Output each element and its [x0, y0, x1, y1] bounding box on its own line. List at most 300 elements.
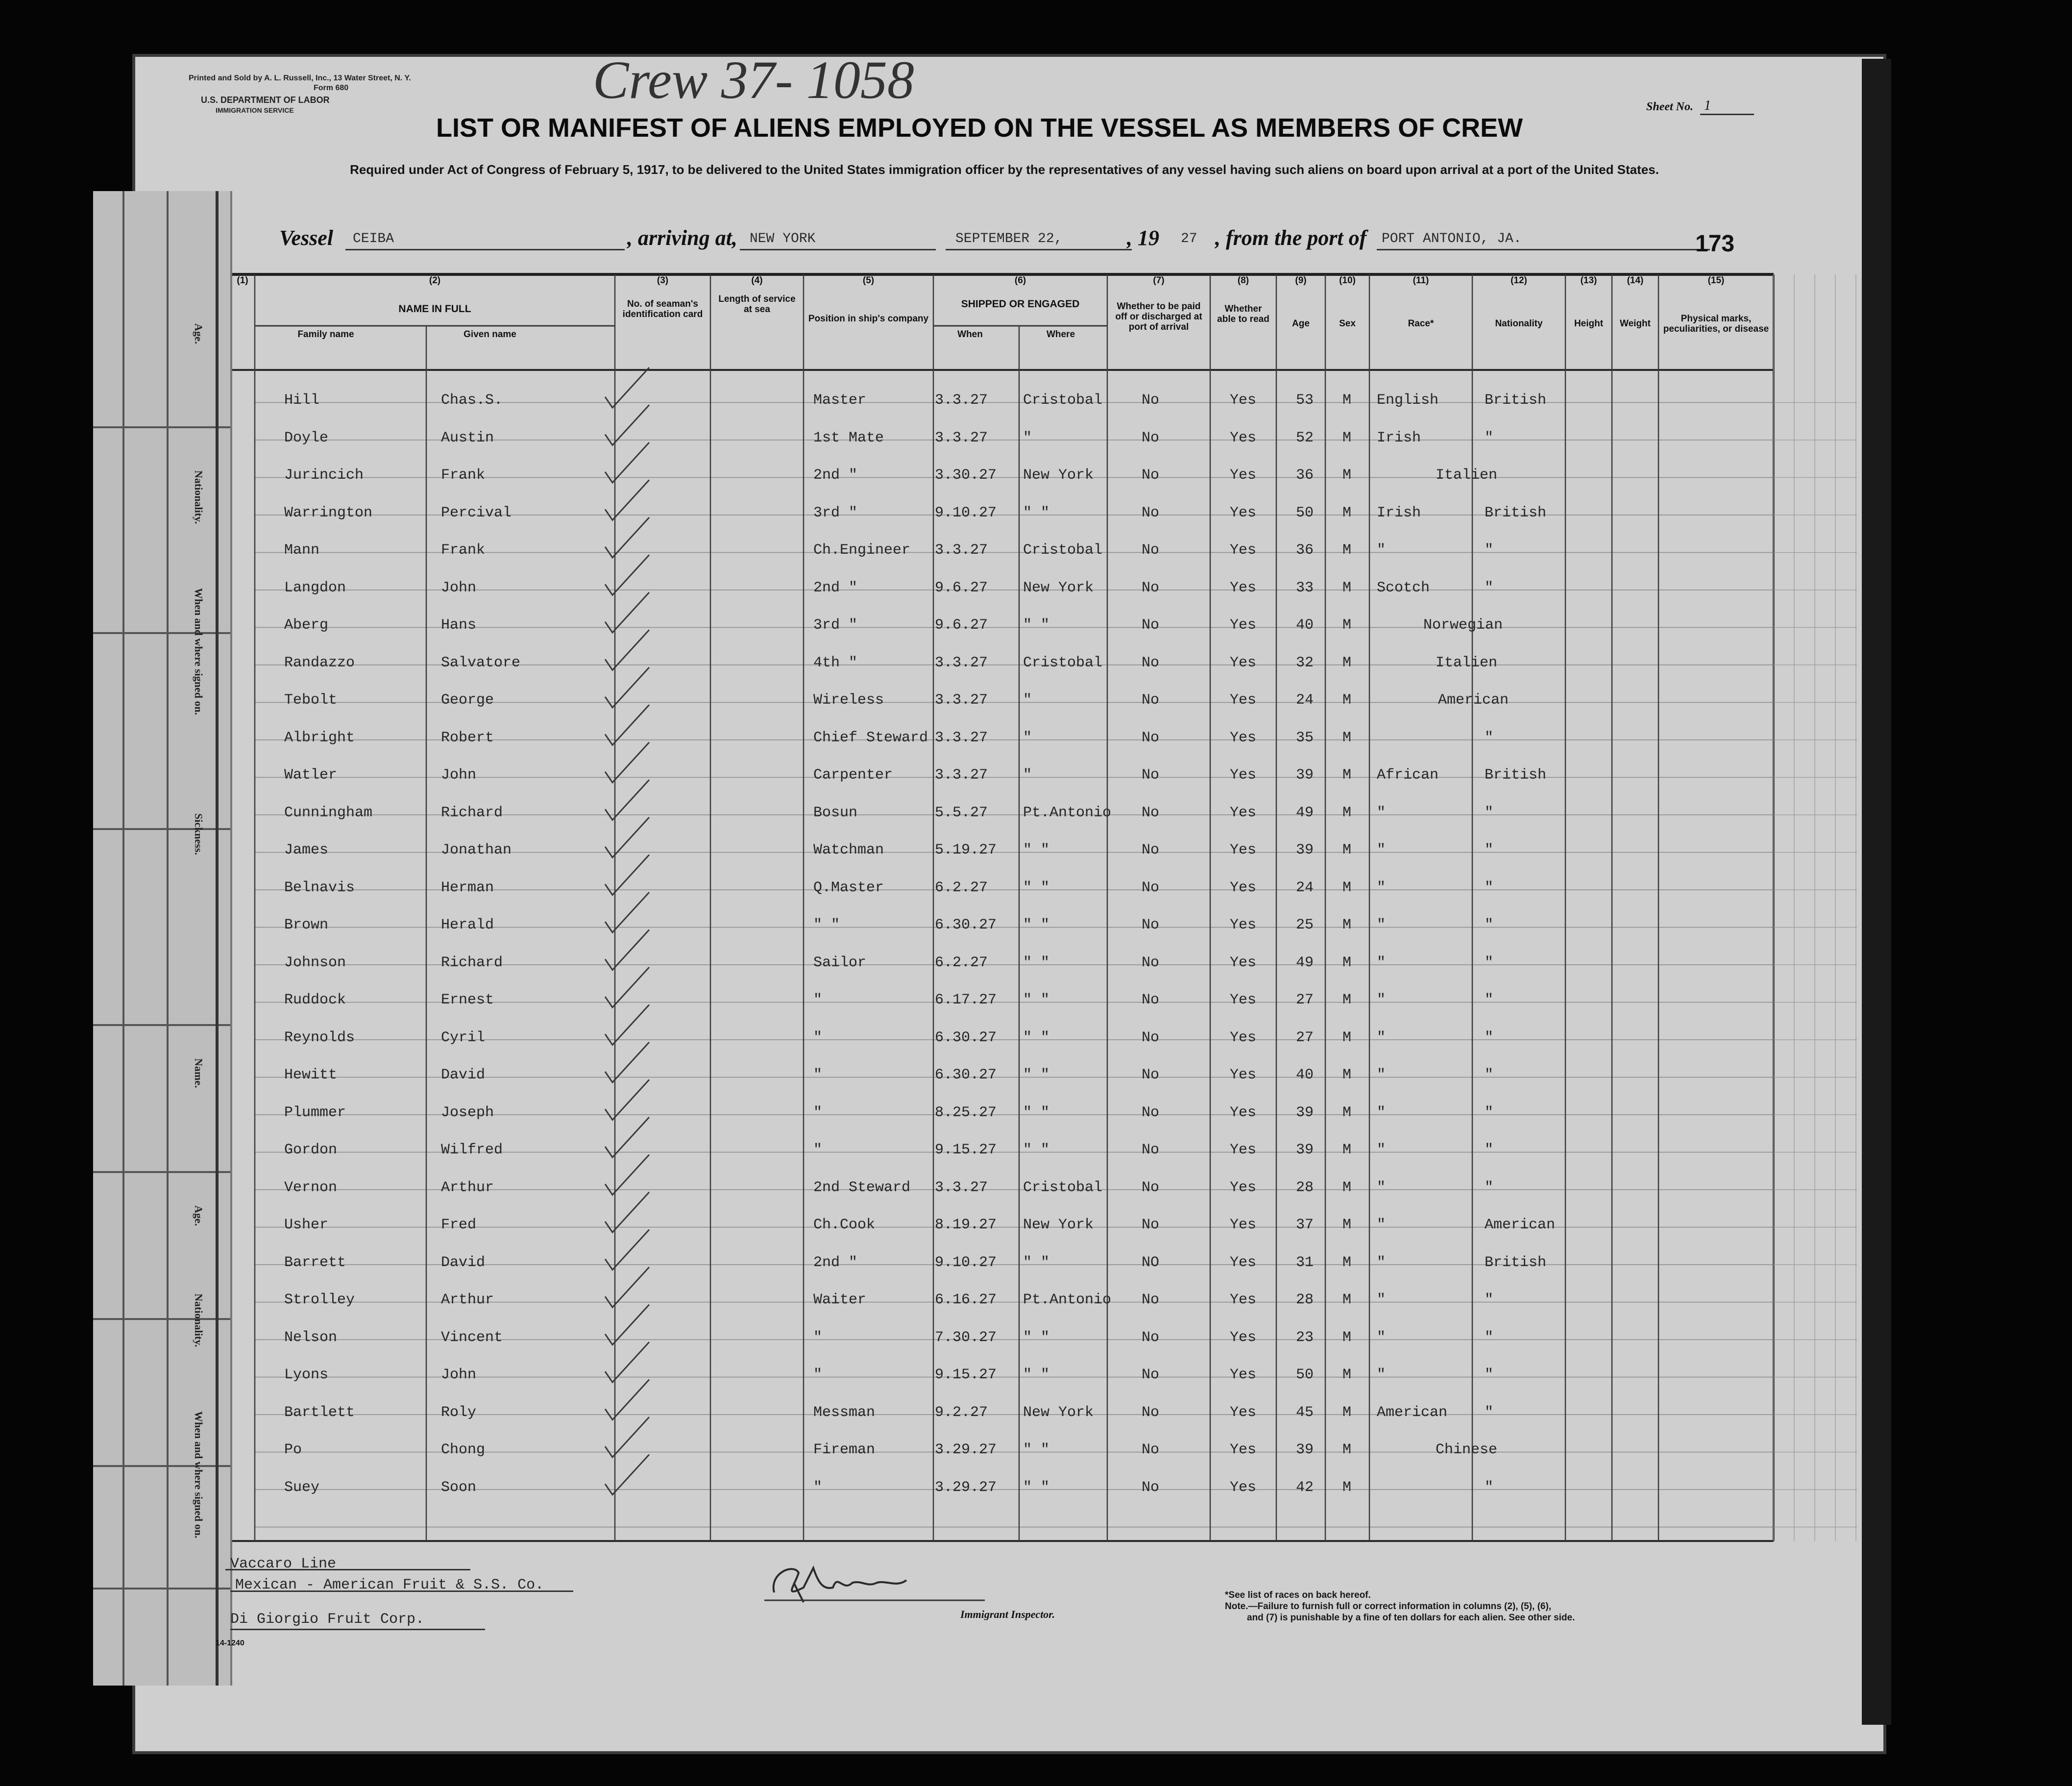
column-number-7: (7) [1153, 275, 1165, 286]
cell-position: Watchman [813, 842, 884, 858]
cell-where: New York [1023, 467, 1094, 484]
checkmark-icon [605, 1230, 649, 1270]
cell-family: Warrington [284, 504, 373, 521]
column-number-5: (5) [862, 275, 875, 286]
cell-paid: No [1142, 504, 1160, 521]
cell-age: 36 [1296, 542, 1314, 559]
cell-family: Hewitt [284, 1067, 338, 1083]
cell-given: Jonathan [441, 842, 512, 858]
cell-given: Fred [441, 1217, 477, 1233]
cell-position: 4th " [813, 654, 858, 671]
cell-family: Randazzo [284, 654, 355, 671]
page-number: 173 [1695, 231, 1735, 257]
cell-nationality: " [1485, 1367, 1494, 1383]
cell-position: " [813, 992, 823, 1008]
cell-when: 6.30.27 [935, 917, 997, 933]
column-header-3: No. of seaman's identification card [622, 299, 703, 319]
cell-sex: M [1342, 542, 1352, 559]
checkmark-icon [605, 1042, 649, 1082]
cell-given: Vincent [441, 1329, 503, 1346]
cell-position: Master [813, 392, 867, 409]
cell-nationality: American [1438, 692, 1509, 709]
cell-sex: M [1342, 1142, 1352, 1158]
cell-read: Yes [1230, 654, 1257, 671]
cell-given: Herald [441, 917, 494, 933]
cell-position: Ch.Engineer [813, 542, 911, 559]
checkmark-icon [605, 1267, 649, 1307]
cell-family: Albright [284, 729, 355, 746]
checkmark-icon [605, 742, 649, 783]
column-header-6: SHIPPED OR ENGAGED [961, 298, 1080, 310]
cell-sex: M [1342, 917, 1352, 933]
cell-nationality: British [1485, 392, 1547, 409]
cell-given: Arthur [441, 1179, 494, 1196]
cell-sex: M [1342, 767, 1352, 783]
cell-sex: M [1342, 1179, 1352, 1196]
cell-read: Yes [1230, 467, 1257, 484]
cell-race: " [1377, 917, 1386, 933]
cell-read: Yes [1230, 692, 1257, 709]
cell-read: Yes [1230, 1367, 1257, 1383]
cell-family: Mann [284, 542, 320, 559]
cell-sex: M [1342, 954, 1352, 971]
page-subtitle: Required under Act of Congress of February 5, 1917, to be delivered to the United States immigration officer by the representatives of any vessel having such aliens on board upon arrival at a port of the United States. [350, 162, 1659, 177]
cell-position: 2nd Steward [813, 1179, 911, 1196]
cell-read: Yes [1230, 1479, 1257, 1496]
cell-where: " " [1023, 1442, 1050, 1458]
cell-when: 6.17.27 [935, 992, 997, 1008]
column-header-5: Position in ship's company [808, 314, 929, 324]
sheet-no-value: 1 [1704, 98, 1711, 113]
cell-paid: No [1142, 767, 1160, 783]
cell-race: American [1377, 1404, 1448, 1421]
cell-position: Fireman [813, 1442, 876, 1458]
cell-given: David [441, 1067, 486, 1083]
checkmark-icon [605, 555, 649, 595]
column-header-10: Sex [1339, 318, 1356, 329]
cell-nationality: Italien [1436, 654, 1498, 671]
cell-paid: No [1142, 1067, 1160, 1083]
cell-sex: M [1342, 429, 1352, 446]
checkmark-icon [605, 705, 649, 745]
cell-given: Joseph [441, 1104, 494, 1121]
cell-paid: No [1142, 1217, 1160, 1233]
cell-position: " [813, 1104, 823, 1121]
page-title: LIST OR MANIFEST OF ALIENS EMPLOYED ON THE VESSEL AS MEMBERS OF CREW [436, 113, 1523, 143]
cell-sex: M [1342, 1104, 1352, 1121]
cell-where: " " [1023, 1067, 1050, 1083]
cell-read: Yes [1230, 954, 1257, 971]
checkmark-icon [605, 405, 649, 445]
cell-nationality: " [1485, 542, 1494, 559]
cell-nationality: " [1485, 429, 1494, 446]
cell-where: New York [1023, 579, 1094, 596]
cell-nationality: Italien [1436, 467, 1498, 484]
cell-age: 39 [1296, 842, 1314, 858]
checkmark-icon [605, 967, 649, 1007]
cell-where: " " [1023, 954, 1050, 971]
cell-where: " " [1023, 1029, 1050, 1046]
inspector-signature [764, 1553, 990, 1612]
cell-when: 9.6.27 [935, 579, 988, 596]
cell-age: 36 [1296, 467, 1314, 484]
cell-paid: No [1142, 879, 1160, 896]
cell-race: " [1377, 879, 1386, 896]
printer-line: Printed and Sold by A. L. Russell, Inc., 13 Water Street, N. Y. [189, 74, 411, 82]
checkmark-icon [605, 930, 649, 970]
cell-position: Sailor [813, 954, 867, 971]
footer-line-3: Di Giorgio Fruit Corp. [230, 1611, 425, 1628]
cell-when: 9.15.27 [935, 1142, 997, 1158]
column-number-9: (9) [1295, 275, 1307, 286]
column-number-8: (8) [1237, 275, 1249, 286]
cell-race: " [1377, 1142, 1386, 1158]
checkmark-icon [605, 367, 649, 408]
cell-family: Gordon [284, 1142, 338, 1158]
cell-paid: No [1142, 1179, 1160, 1196]
cell-sex: M [1342, 842, 1352, 858]
cell-race: " [1377, 992, 1386, 1008]
cell-nationality: " [1485, 1067, 1494, 1083]
cell-where: New York [1023, 1217, 1094, 1233]
departure-port: PORT ANTONIO, JA. [1382, 231, 1522, 246]
cell-sex: M [1342, 1404, 1352, 1421]
checkmark-icon [605, 442, 649, 483]
cell-position: Wireless [813, 692, 884, 709]
cell-family: Barrett [284, 1254, 346, 1271]
cell-given: Cyril [441, 1029, 486, 1046]
cell-where: " " [1023, 842, 1050, 858]
arriving-port: NEW YORK [750, 231, 816, 246]
cell-age: 50 [1296, 1367, 1314, 1383]
cell-age: 37 [1296, 1217, 1314, 1233]
checkmark-icon [605, 1192, 649, 1232]
cell-race: " [1377, 542, 1386, 559]
cell-age: 27 [1296, 1029, 1314, 1046]
form-code: 14-1240 [216, 1639, 244, 1647]
cell-age: 24 [1296, 879, 1314, 896]
cell-sex: M [1342, 1254, 1352, 1271]
year-prefix: , 19 [1127, 226, 1159, 250]
column-number-4: (4) [751, 275, 763, 286]
cell-age: 32 [1296, 654, 1314, 671]
cell-age: 39 [1296, 1442, 1314, 1458]
cell-read: Yes [1230, 1292, 1257, 1308]
cell-when: 9.10.27 [935, 504, 997, 521]
cell-age: 35 [1296, 729, 1314, 746]
cell-when: 3.30.27 [935, 467, 997, 484]
cell-when: 8.25.27 [935, 1104, 997, 1121]
cell-given: Salvatore [441, 654, 521, 671]
port-label: , from the port of [1215, 226, 1367, 250]
cell-sex: M [1342, 729, 1352, 746]
cell-position: " [813, 1029, 823, 1046]
cell-when: 9.2.27 [935, 1404, 988, 1421]
cell-age: 53 [1296, 392, 1314, 409]
cell-family: Strolley [284, 1292, 355, 1308]
cell-read: Yes [1230, 542, 1257, 559]
checkmark-icon [605, 1380, 649, 1420]
cell-family: Jurincich [284, 467, 364, 484]
cell-when: 3.3.27 [935, 542, 988, 559]
cell-race: " [1377, 1179, 1386, 1196]
arriving-label: , arriving at, [627, 226, 737, 250]
cell-paid: No [1142, 1404, 1160, 1421]
cell-sex: M [1342, 1329, 1352, 1346]
cell-nationality: American [1485, 1217, 1556, 1233]
cell-nationality: " [1485, 954, 1494, 971]
cell-sex: M [1342, 1292, 1352, 1308]
cell-age: 31 [1296, 1254, 1314, 1271]
cell-when: 6.30.27 [935, 1067, 997, 1083]
cell-where: Cristobal [1023, 1179, 1103, 1196]
cell-family: Ruddock [284, 992, 346, 1008]
cell-read: Yes [1230, 1142, 1257, 1158]
cell-paid: No [1142, 542, 1160, 559]
department-label: U.S. DEPARTMENT OF LABOR [201, 95, 330, 105]
cell-nationality: " [1485, 1479, 1494, 1496]
cell-age: 25 [1296, 917, 1314, 933]
fine-note-1: Note.—Failure to furnish full or correct information in columns (2), (5), (6), [1225, 1601, 1552, 1612]
cell-where: " " [1023, 879, 1050, 896]
cell-paid: No [1142, 1329, 1160, 1346]
cell-family: Langdon [284, 579, 346, 596]
cell-sex: M [1342, 879, 1352, 896]
cell-sex: M [1342, 1442, 1352, 1458]
cell-age: 28 [1296, 1292, 1314, 1308]
service-label: IMMIGRATION SERVICE [216, 106, 294, 114]
cell-family: Po [284, 1442, 302, 1458]
cell-family: Watler [284, 767, 338, 783]
side-strip [93, 191, 232, 1686]
column-number-1: (1) [237, 275, 248, 286]
cell-read: Yes [1230, 1404, 1257, 1421]
cell-position: Ch.Cook [813, 1217, 876, 1233]
cell-read: Yes [1230, 767, 1257, 783]
cell-where: " " [1023, 1479, 1050, 1496]
checkmark-icon [605, 1305, 649, 1345]
cell-read: Yes [1230, 917, 1257, 933]
cell-sex: M [1342, 1067, 1352, 1083]
cell-given: Hans [441, 617, 477, 634]
cell-where: Pt.Antonio [1023, 1292, 1112, 1308]
column-header-15: Physical marks, peculiarities, or disease [1663, 314, 1769, 334]
column-header-12: Nationality [1495, 318, 1543, 329]
cell-race: " [1377, 1292, 1386, 1308]
cell-age: 39 [1296, 767, 1314, 783]
cell-sex: M [1342, 1367, 1352, 1383]
cell-paid: No [1142, 467, 1160, 484]
cell-nationality: " [1485, 1029, 1494, 1046]
cell-position: 1st Mate [813, 429, 884, 446]
subheader-family: Family name [297, 329, 354, 340]
cell-paid: No [1142, 954, 1160, 971]
cell-given: Percival [441, 504, 512, 521]
cell-paid: No [1142, 804, 1160, 821]
cell-paid: No [1142, 1104, 1160, 1121]
cell-family: Vernon [284, 1179, 338, 1196]
cell-sex: M [1342, 1217, 1352, 1233]
cell-age: 42 [1296, 1479, 1314, 1496]
cell-race: Irish [1377, 429, 1421, 446]
cell-paid: No [1142, 692, 1160, 709]
cell-read: Yes [1230, 842, 1257, 858]
cell-when: 8.19.27 [935, 1217, 997, 1233]
cell-when: 3.3.27 [935, 392, 988, 409]
cell-paid: No [1142, 842, 1160, 858]
column-header-9: Age [1292, 318, 1310, 329]
cell-race: " [1377, 1329, 1386, 1346]
cell-nationality: " [1485, 992, 1494, 1008]
cell-position: Carpenter [813, 767, 893, 783]
cell-given: Roly [441, 1404, 477, 1421]
cell-race: " [1377, 1067, 1386, 1083]
cell-family: Cunningham [284, 804, 373, 821]
column-header-14: Weight [1620, 318, 1651, 329]
cell-sex: M [1342, 1029, 1352, 1046]
cell-family: James [284, 842, 329, 858]
column-header-13: Height [1574, 318, 1604, 329]
cell-when: 3.3.27 [935, 429, 988, 446]
cell-sex: M [1342, 992, 1352, 1008]
vessel-name: CEIBA [353, 231, 394, 246]
cell-given: Wilfred [441, 1142, 503, 1158]
subheader-where: Where [1046, 329, 1075, 340]
cell-nationality: " [1485, 879, 1494, 896]
column-header-4: Length of service at sea [718, 294, 796, 315]
cell-when: 9.10.27 [935, 1254, 997, 1271]
cell-paid: No [1142, 1367, 1160, 1383]
cell-where: " [1023, 429, 1032, 446]
cell-position: " [813, 1142, 823, 1158]
cell-paid: No [1142, 654, 1160, 671]
column-header-2: NAME IN FULL [398, 303, 471, 315]
cell-position: " [813, 1329, 823, 1346]
column-number-15: (15) [1707, 275, 1725, 286]
column-number-11: (11) [1413, 275, 1429, 286]
cell-race: " [1377, 1254, 1386, 1271]
cell-given: Frank [441, 467, 486, 484]
side-strip-label: Nationality. [193, 470, 205, 524]
column-header-8: Whether able to read [1217, 304, 1269, 324]
subheader-given: Given name [463, 329, 516, 340]
cell-paid: No [1142, 1479, 1160, 1496]
cell-sex: M [1342, 467, 1352, 484]
cell-family: Belnavis [284, 879, 355, 896]
cell-age: 33 [1296, 579, 1314, 596]
checkmark-icon [605, 1342, 649, 1382]
checkmark-icon [605, 667, 649, 708]
cell-given: David [441, 1254, 486, 1271]
cell-family: Usher [284, 1217, 329, 1233]
cell-race: " [1377, 1217, 1386, 1233]
cell-given: George [441, 692, 494, 709]
cell-given: Arthur [441, 1292, 494, 1308]
checkmark-icon [605, 817, 649, 857]
cell-age: 40 [1296, 617, 1314, 634]
cell-nationality: " [1485, 1329, 1494, 1346]
cell-where: " [1023, 692, 1032, 709]
cell-when: 3.29.27 [935, 1442, 997, 1458]
cell-race: English [1377, 392, 1439, 409]
cell-age: 24 [1296, 692, 1314, 709]
cell-family: Bartlett [284, 1404, 355, 1421]
checkmark-icon [605, 1080, 649, 1120]
cell-when: 3.3.27 [935, 654, 988, 671]
cell-where: " [1023, 729, 1032, 746]
side-strip-label: Name. [193, 1058, 205, 1088]
side-strip-label: Nationality. [193, 1294, 205, 1347]
cell-race: " [1377, 1367, 1386, 1383]
cell-age: 49 [1296, 954, 1314, 971]
cell-age: 40 [1296, 1067, 1314, 1083]
cell-read: Yes [1230, 992, 1257, 1008]
cell-where: " " [1023, 1329, 1050, 1346]
cell-position: " " [813, 917, 840, 933]
cell-family: Aberg [284, 617, 329, 634]
cell-read: Yes [1230, 504, 1257, 521]
side-strip-label: Sickness. [193, 813, 205, 855]
cell-position: 2nd " [813, 467, 858, 484]
cell-given: Austin [441, 429, 494, 446]
cell-read: Yes [1230, 1104, 1257, 1121]
cell-read: Yes [1230, 879, 1257, 896]
cell-sex: M [1342, 654, 1352, 671]
cell-where: New York [1023, 1404, 1094, 1421]
cell-when: 6.2.27 [935, 879, 988, 896]
cell-paid: No [1142, 1029, 1160, 1046]
cell-family: Johnson [284, 954, 346, 971]
column-number-6: (6) [1014, 275, 1026, 286]
column-number-3: (3) [657, 275, 669, 286]
cell-when: 3.3.27 [935, 767, 988, 783]
cell-age: 28 [1296, 1179, 1314, 1196]
cell-position: 2nd " [813, 1254, 858, 1271]
cell-read: Yes [1230, 729, 1257, 746]
cell-sex: M [1342, 504, 1352, 521]
column-number-12: (12) [1511, 275, 1527, 286]
column-header-11: Race* [1408, 318, 1434, 329]
cell-read: Yes [1230, 579, 1257, 596]
side-strip-label: Age. [193, 323, 205, 344]
cell-family: Hill [284, 392, 320, 409]
cell-position: Q.Master [813, 879, 884, 896]
cell-where: " " [1023, 917, 1050, 933]
cell-given: John [441, 579, 477, 596]
cell-position: 2nd " [813, 579, 858, 596]
cell-family: Suey [284, 1479, 320, 1496]
cell-when: 9.6.27 [935, 617, 988, 634]
checkmark-icon [605, 517, 649, 558]
cell-given: Soon [441, 1479, 477, 1496]
race-note: *See list of races on back hereof. [1225, 1590, 1371, 1600]
cell-family: Doyle [284, 429, 329, 446]
column-number-14: (14) [1627, 275, 1644, 286]
cell-given: Richard [441, 954, 503, 971]
cell-age: 39 [1296, 1104, 1314, 1121]
cell-race: " [1377, 1029, 1386, 1046]
arrival-date: SEPTEMBER 22, [955, 231, 1063, 246]
cell-where: " " [1023, 617, 1050, 634]
column-number-13: (13) [1580, 275, 1597, 286]
cell-read: Yes [1230, 1329, 1257, 1346]
cell-family: Brown [284, 917, 329, 933]
cell-nationality: " [1485, 1142, 1494, 1158]
cell-read: Yes [1230, 804, 1257, 821]
checkmark-icon [605, 1155, 649, 1195]
cell-sex: M [1342, 1479, 1352, 1496]
cell-sex: M [1342, 617, 1352, 634]
